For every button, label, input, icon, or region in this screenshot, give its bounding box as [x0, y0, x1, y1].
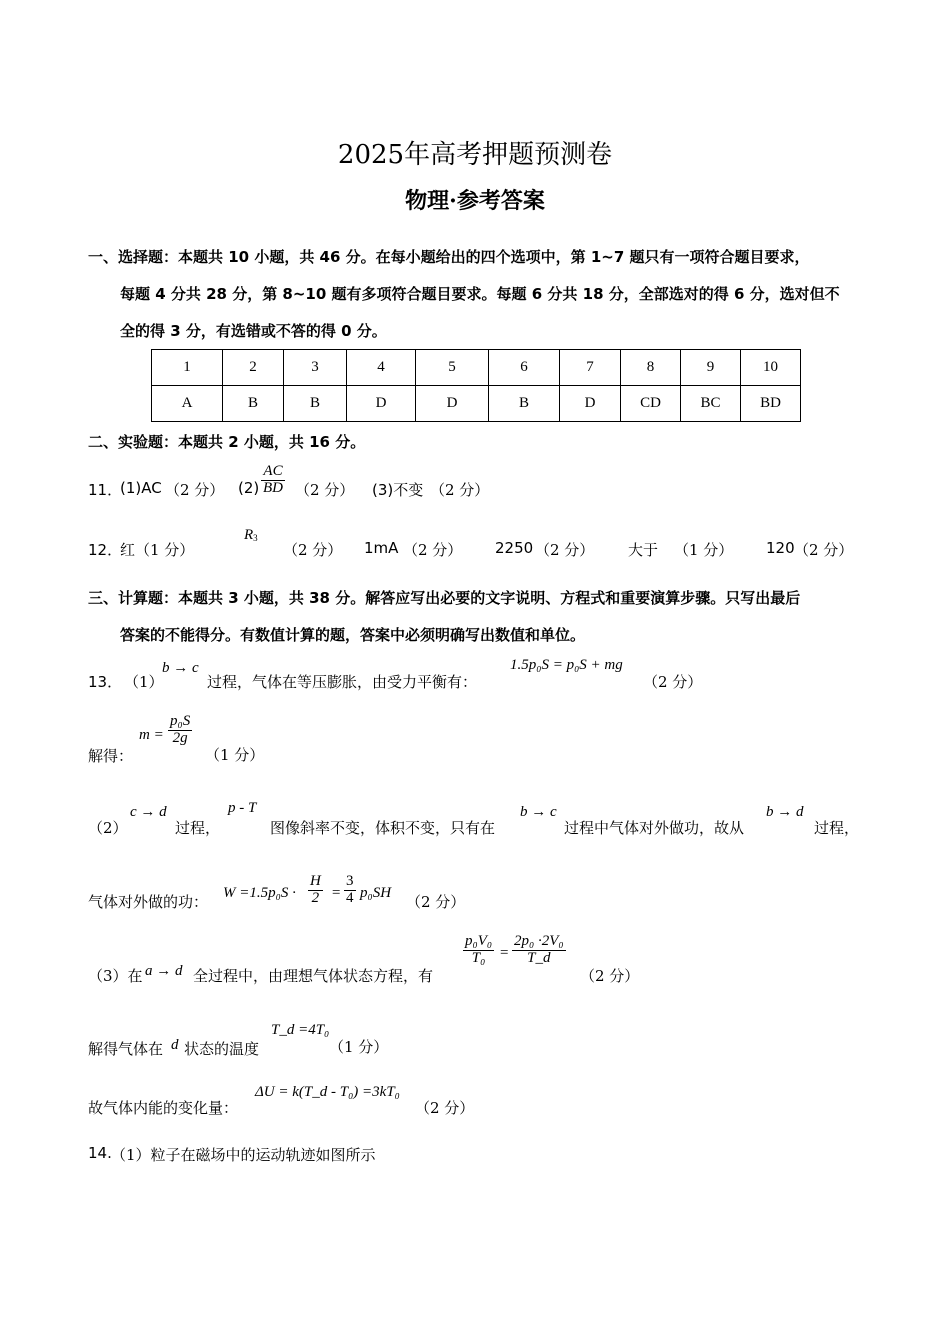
- answer-table-number-row: [152, 350, 801, 386]
- q13-eq2-score: （1 分）: [205, 746, 265, 764]
- section1-line3: 全的得 3 分，有选错或不答的得 0 分。: [120, 322, 387, 340]
- q13-eq4-right-den: T_d: [527, 949, 551, 966]
- q14-number: 14.: [88, 1144, 112, 1162]
- q13-eq3-frac1: [308, 874, 323, 907]
- q13-p2-process3: b → d: [766, 804, 804, 820]
- q13-p1-process: b → c: [162, 660, 199, 676]
- q13-p2-label: （2）: [88, 819, 128, 837]
- q12-resistor-sub: 3: [253, 533, 258, 543]
- q13-eq3-frac1-num: H: [310, 873, 321, 889]
- q13-p3-text: 全过程中，由理想气体状态方程，有: [193, 967, 434, 985]
- q12-answer4: 2250: [495, 539, 534, 557]
- q12-score4: （2 分）: [535, 541, 595, 559]
- table-cell: 5: [416, 350, 489, 386]
- q13-eq3-equals: =: [331, 885, 342, 901]
- section1-line2: 每题 4 分共 28 分，第 8~10 题有多项符合题目要求。每题 6 分共 18 分，全部选对的得 6 分，选对但不: [120, 285, 840, 303]
- table-cell: 10: [741, 350, 801, 386]
- q12-resistor-letter: R: [244, 527, 254, 543]
- q13-eq4-left-den: T₀: [471, 949, 486, 966]
- q13-p2-text1: 过程，: [175, 819, 221, 837]
- q12-score6: （2 分）: [794, 541, 854, 559]
- q13-p3-label: （3）在: [88, 967, 143, 985]
- q11-part3: (3)不变: [372, 481, 424, 499]
- q12-answer5: 大于: [628, 541, 659, 559]
- q13-td-text1: 解得气体在: [88, 1040, 164, 1058]
- q13-p2-text2: 图像斜率不变，体积不变，只有在: [270, 819, 496, 837]
- q13-p3-process: a → d: [145, 963, 183, 979]
- table-cell: B: [489, 386, 560, 422]
- q13-eq5: T_d =4T₀: [271, 1022, 330, 1038]
- q13-eq2-num: p₀S: [170, 713, 191, 729]
- q13-p2-text3: 过程中气体对外做功，故从: [564, 819, 745, 837]
- table-cell: 9: [681, 350, 741, 386]
- q13-solve-label: 解得：: [88, 747, 134, 765]
- section3-line2: 答案的不能得分。有数值计算的题，答案中必须明确写出数值和单位。: [120, 626, 586, 644]
- q13-eq6: ΔU = k(T_d - T₀) =3kT₀: [255, 1084, 400, 1100]
- q12-answer3: 1mA: [364, 539, 399, 557]
- q13-p1-text: 过程，气体在等压膨胀，由受力平衡有：: [207, 673, 478, 691]
- q13-p2-text4: 过程，: [814, 819, 860, 837]
- table-cell: BD: [741, 386, 801, 422]
- q11-score1: （2 分）: [165, 481, 225, 499]
- table-cell: D: [347, 386, 416, 422]
- q13-p2-process1: c → d: [130, 804, 167, 820]
- q12-score5: （1 分）: [674, 541, 734, 559]
- q13-eq4-right-frac: [512, 934, 566, 967]
- table-cell: D: [560, 386, 621, 422]
- q13-eq3-score: （2 分）: [406, 893, 466, 911]
- table-cell: D: [416, 386, 489, 422]
- q13-eq2-fraction: [168, 714, 192, 747]
- q13-eq3-frac2-num: 3: [346, 873, 354, 889]
- table-cell: B: [223, 386, 284, 422]
- q13-eq3-frac1-den: 2: [311, 889, 320, 906]
- q13-eq6-score: （2 分）: [415, 1099, 475, 1117]
- q13-number: 13．: [88, 673, 123, 691]
- answer-table-answer-row: [152, 386, 801, 422]
- q13-p1-label: （1）: [124, 673, 164, 691]
- q13-p2-process2: b → c: [520, 804, 557, 820]
- page-title: 2025年高考押题预测卷: [337, 140, 613, 170]
- q12-number: 12．: [88, 541, 123, 559]
- q11-score3: （2 分）: [430, 481, 490, 499]
- q13-eq3-frac2-den: 4: [346, 889, 354, 906]
- section1-line1: 一、选择题：本题共 10 小题，共 46 分。在每小题给出的四个选项中，第 1~7 题只有一项符合题目要求，: [88, 248, 810, 266]
- q12-answer6: 120: [766, 539, 795, 557]
- q11-frac-den: BD: [263, 479, 283, 496]
- q13-work-label: 气体对外做的功：: [88, 893, 209, 911]
- q11-fraction: [261, 464, 285, 497]
- q13-eq2-den: 2g: [172, 729, 188, 746]
- q13-eq3-frac2: [344, 874, 356, 907]
- q13-td-variable: d: [171, 1037, 179, 1053]
- q13-eq5-score: （1 分）: [329, 1038, 389, 1056]
- q12-score2: （2 分）: [283, 541, 343, 559]
- table-cell: 2: [223, 350, 284, 386]
- table-cell: 1: [152, 350, 223, 386]
- q13-eq4-right-num: 2p₀ ·2V₀: [514, 933, 564, 949]
- answer-table: [151, 349, 801, 422]
- q13-eq4-equals: =: [500, 945, 509, 961]
- q13-eq2-left: m =: [139, 727, 164, 743]
- q12-resistor: [244, 527, 258, 544]
- q13-eq3-part-c: p₀SH: [360, 885, 392, 901]
- section3-line1: 三、计算题：本题共 3 小题，共 38 分。解答应写出必要的文字说明、方程式和重要演算步骤。只写出最后: [88, 589, 801, 607]
- q13-p2-pt: p - T: [228, 800, 257, 816]
- table-cell: 8: [621, 350, 681, 386]
- q13-eq1: 1.5p₀S = p₀S + mg: [510, 657, 623, 673]
- q11-part1: (1)AC: [120, 479, 162, 497]
- q13-p1-score: （2 分）: [643, 673, 703, 691]
- table-cell: A: [152, 386, 223, 422]
- q12-score3: （2 分）: [403, 541, 463, 559]
- table-cell: B: [284, 386, 347, 422]
- table-cell: CD: [621, 386, 681, 422]
- table-cell: 3: [284, 350, 347, 386]
- q14-text: （1）粒子在磁场中的运动轨迹如图所示: [111, 1146, 376, 1164]
- table-cell: 6: [489, 350, 560, 386]
- q11-number: 11．: [88, 481, 123, 499]
- q11-frac-num: AC: [263, 463, 283, 479]
- q13-eq4-left-num: p₀V₀: [465, 933, 493, 949]
- table-cell: 7: [560, 350, 621, 386]
- q13-eq4-score: （2 分）: [580, 967, 640, 985]
- page-subtitle: 物理·参考答案: [405, 188, 545, 214]
- q13-td-text2: 状态的温度: [184, 1040, 260, 1058]
- table-cell: BC: [681, 386, 741, 422]
- section2-heading: 二、实验题：本题共 2 小题，共 16 分。: [88, 433, 366, 451]
- q11-score2: （2 分）: [295, 481, 355, 499]
- q13-eq3-part-a: W =1.5p₀S ·: [223, 885, 296, 901]
- q11-part2-label: (2): [238, 479, 260, 497]
- q13-eq4-left-frac: [463, 934, 494, 967]
- q12-answer1: 红（1 分）: [120, 541, 195, 559]
- q13-du-label: 故气体内能的变化量：: [88, 1099, 239, 1117]
- table-cell: 4: [347, 350, 416, 386]
